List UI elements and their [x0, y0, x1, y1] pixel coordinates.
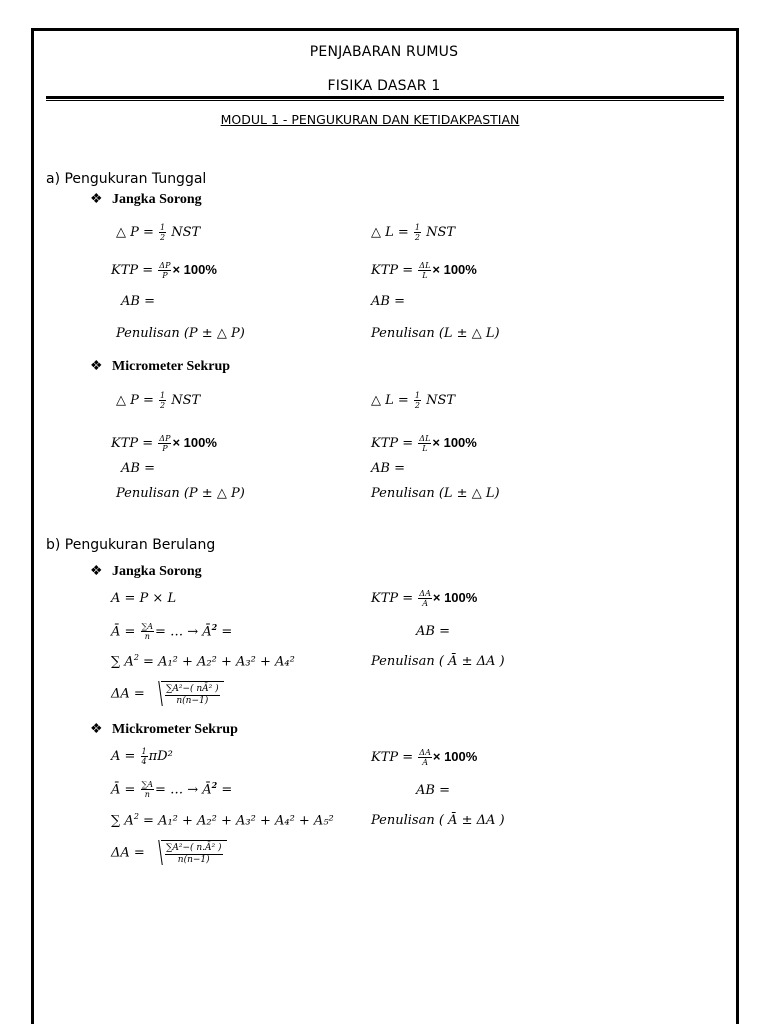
- formula-ab-l-2: AB =: [371, 461, 405, 476]
- formula-ab-a-2: AB =: [416, 783, 450, 798]
- formula-penulisan-p: Penulisan (P ± △ P): [116, 326, 245, 341]
- formula-penulisan-a: Penulisan ( Ā ± ΔA ): [371, 654, 505, 669]
- document-title: PENJABARAN RUMUS: [309, 44, 459, 60]
- formula-ab-p-2: AB =: [121, 461, 155, 476]
- formula-a-pxl: A = P × L: [111, 591, 177, 606]
- diamond-bullet-icon: ❖: [90, 192, 103, 207]
- diamond-bullet-icon: ❖: [90, 359, 103, 374]
- formula-delta-l: △ L = $\frac{1}{2}$ NST: [371, 223, 456, 242]
- formula-a-pi-d2: A = $\frac{1}{4}$ πD²: [111, 747, 173, 766]
- formula-ktp-a: KTP = $\frac{\Delta A}{Ā}$ × 100%: [371, 589, 478, 608]
- formula-delta-p: △ P = $\frac{1}{2}$ NST: [116, 223, 201, 242]
- formula-ktp-l: KTP = $\frac{\Delta L}{L}$ × 100%: [371, 261, 477, 280]
- formula-ab-l: AB =: [371, 294, 405, 309]
- diamond-bullet-icon: ❖: [90, 564, 103, 579]
- formula-a-bar-2: Ā = $\frac{\sum A}{n}$ = … → $Ā^2$ =: [111, 780, 233, 800]
- formula-ktp-p-2: KTP = $\frac{\Delta P}{P}$ × 100%: [111, 434, 217, 453]
- sub-label: Jangka Sorong: [112, 564, 202, 579]
- formula-sum-a2-2: ∑ $A^2 = A_1^2 + A_2^2 + A_3^2 + A_4^2 + A_5^2$: [111, 812, 334, 829]
- sub-label: Jangka Sorong: [112, 192, 202, 207]
- formula-delta-p-2: △ P = $\frac{1}{2}$ NST: [116, 391, 201, 410]
- formula-delta-l-2: △ L = $\frac{1}{2}$ NST: [371, 391, 456, 410]
- sub-label: Mickrometer Sekrup: [112, 722, 238, 737]
- formula-sum-a2: ∑ $A^2 = A_1^2 + A_2^2 + A_3^2 + A_4^2$: [111, 653, 295, 670]
- diamond-bullet-icon: ❖: [90, 722, 103, 737]
- section-b-heading: b) Pengukuran Berulang: [46, 537, 216, 553]
- formula-ktp-p: KTP = $\frac{\Delta P}{P}$ × 100%: [111, 261, 217, 280]
- sub-label: Micrometer Sekrup: [112, 359, 231, 374]
- formula-penulisan-l-2: Penulisan (L ± △ L): [371, 486, 500, 501]
- sub-jangka-sorong-a: [90, 191, 202, 208]
- formula-ab-p: AB =: [121, 294, 155, 309]
- title-divider: [46, 96, 724, 101]
- sub-jangka-sorong-b: [90, 563, 202, 580]
- formula-penulisan-p-2: Penulisan (P ± △ P): [116, 486, 245, 501]
- formula-ab-a: AB =: [416, 624, 450, 639]
- module-heading: MODUL 1 - PENGUKURAN DAN KETIDAKPASTIAN: [220, 112, 520, 127]
- formula-ktp-a-2: KTP = $\frac{\Delta A}{Ā}$ × 100%: [371, 748, 478, 767]
- formula-delta-a-2: ΔA = $\frac{\text{∑A²−( n.Ā² )}}{n(n-1)}$: [111, 840, 227, 866]
- document-subtitle: FISIKA DASAR 1: [327, 78, 441, 94]
- section-a-heading: a) Pengukuran Tunggal: [46, 171, 207, 187]
- formula-a-bar: Ā = $\frac{\sum A}{n}$ = … → $Ā^2$ =: [111, 622, 233, 642]
- formula-penulisan-l: Penulisan (L ± △ L): [371, 326, 500, 341]
- formula-penulisan-a-2: Penulisan ( Ā ± ΔA ): [371, 813, 505, 828]
- formula-ktp-l-2: KTP = $\frac{\Delta L}{L}$ × 100%: [371, 434, 477, 453]
- formula-delta-a: ΔA = $\frac{\text{∑A²−( nĀ² )}}{n(n-1)}$: [111, 681, 224, 707]
- sub-micrometer-a: [90, 358, 230, 375]
- sub-micrometer-b: [90, 721, 238, 738]
